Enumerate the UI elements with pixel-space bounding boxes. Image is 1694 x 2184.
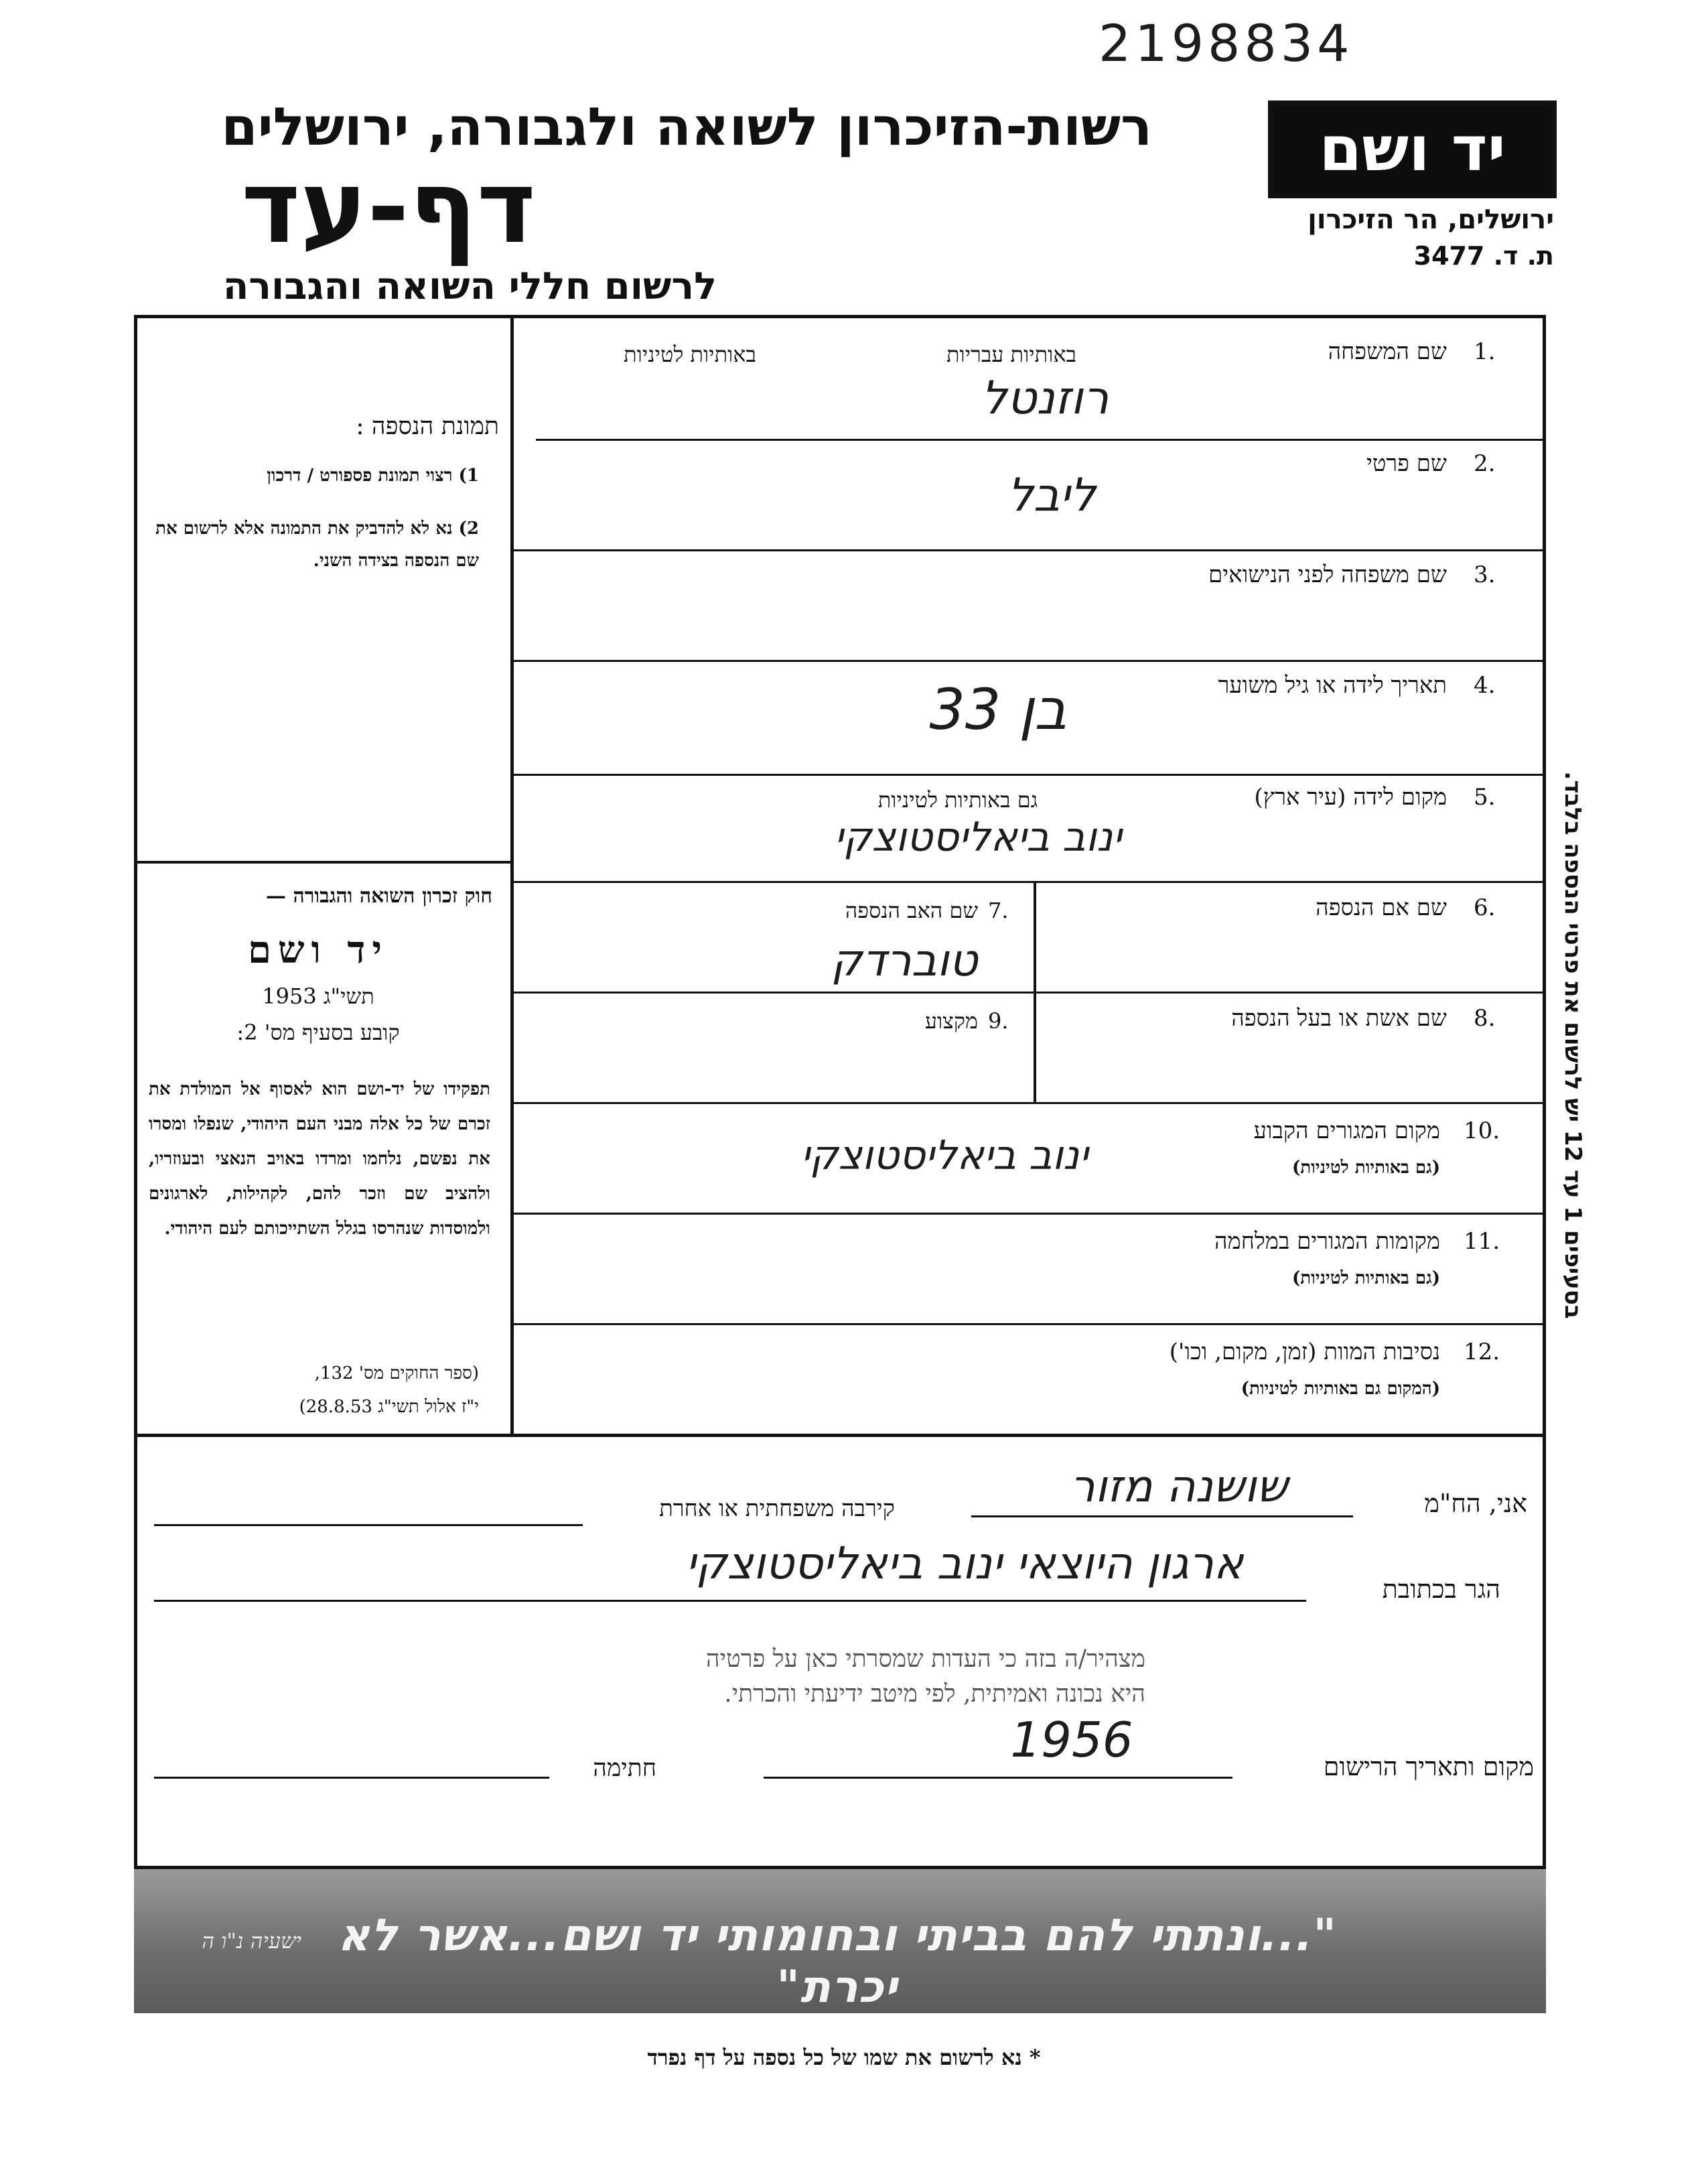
field-2-number: 2. bbox=[1474, 450, 1496, 477]
relation-label: קירבה משפחתית או אחרת bbox=[659, 1495, 895, 1522]
field-2-value[interactable]: ליבל bbox=[1007, 469, 1096, 522]
declarant-line bbox=[971, 1515, 1353, 1517]
quote-banner bbox=[134, 1869, 1546, 2013]
field-6-label: שם אם הנספה bbox=[1316, 894, 1447, 921]
field-3-number: 3. bbox=[1474, 561, 1496, 588]
banner-source: ישעיה נ"ו ה bbox=[202, 1928, 301, 1954]
field-6-number: 6. bbox=[1474, 894, 1496, 921]
field-8-number: 8. bbox=[1474, 1005, 1496, 1032]
document-number: 2198834 bbox=[1099, 13, 1354, 73]
law-source-1: (ספר החוקים מס' 132, bbox=[314, 1363, 479, 1383]
field-11-note: (גם באותיות לטיניות) bbox=[1291, 1268, 1440, 1288]
banner-quote: "...ונתתי להם בביתי ובחומותי יד ושם...אשר לא יכרת" bbox=[338, 1909, 1337, 2012]
relation-line bbox=[154, 1524, 583, 1526]
side-instruction-note: בסעיפים 1 עד 12 יש לרשום את פרטי הנספה בלבד. bbox=[1559, 771, 1586, 1319]
fields-bottom-line bbox=[134, 1434, 1546, 1437]
address-line-rule bbox=[154, 1600, 1306, 1602]
signature-label: חתימה bbox=[593, 1755, 656, 1782]
organization-line: רשות-הזיכרון לשואה ולגבורה, ירושלים bbox=[221, 97, 1152, 157]
field-12-number: 12. bbox=[1464, 1339, 1500, 1365]
field-4-number: 4. bbox=[1474, 672, 1496, 699]
field-11-number: 11. bbox=[1464, 1228, 1500, 1255]
field-7-label: שם האב הנספה bbox=[845, 898, 978, 923]
row-sep-1 bbox=[536, 439, 1546, 441]
row-sep-2 bbox=[512, 549, 1546, 551]
field-11-label: מקומות המגורים במלחמה bbox=[1214, 1228, 1440, 1255]
field-1-latin-column: באותיות לטיניות bbox=[624, 342, 756, 367]
photo-note-1: 1) רצוי תמונת פספורט / דרכון bbox=[267, 466, 479, 486]
row-sep-3 bbox=[512, 660, 1546, 662]
field-2-label: שם פרטי bbox=[1366, 450, 1447, 477]
address-label: הגר בכתובת bbox=[1382, 1574, 1500, 1604]
statement-line-1: מצהיר/ה בזה כי העדות שמסרתי כאן על פרטיה bbox=[705, 1645, 1145, 1673]
place-date-label: מקום ותאריך הרישום bbox=[1323, 1752, 1534, 1781]
form-title: דף-עד bbox=[241, 149, 536, 266]
address-value[interactable]: ארגון היוצאי ינוב ביאליסטוצקי bbox=[685, 1538, 1244, 1589]
fields-6-9-divider bbox=[1034, 883, 1036, 1102]
form-subtitle: לרשום חללי השואה והגבורה bbox=[222, 265, 717, 308]
law-title: חוק זכרון השואה והגבורה — bbox=[266, 884, 492, 908]
field-4-value[interactable]: בן 33 bbox=[929, 677, 1067, 742]
field-12-label: נסיבות המוות (זמן, מקום, וכו') bbox=[1169, 1339, 1440, 1365]
field-10-note: (גם באותיות לטיניות) bbox=[1291, 1158, 1440, 1178]
declarant-label: אני, הח"מ bbox=[1424, 1489, 1527, 1518]
field-4-label: תאריך לידה או גיל משוער bbox=[1218, 672, 1447, 699]
law-source-2: י"ז אלול תשי"ג 28.8.53) bbox=[299, 1397, 479, 1417]
declarant-name[interactable]: שושנה מזור bbox=[1070, 1460, 1288, 1512]
field-7-number: 7. bbox=[988, 898, 1009, 923]
po-box: ת. ד. 3477 bbox=[1413, 241, 1554, 271]
row-sep-9 bbox=[512, 1323, 1546, 1325]
field-5-label: מקום לידה (עיר ארץ) bbox=[1254, 784, 1447, 811]
row-sep-4 bbox=[512, 774, 1546, 776]
law-clause: קובע בסעיף מס' 2: bbox=[236, 1020, 400, 1045]
law-year: תשי"ג 1953 bbox=[262, 983, 374, 1009]
left-column-divider bbox=[510, 315, 514, 1437]
field-10-label: מקום המגורים הקבוע bbox=[1253, 1117, 1440, 1144]
law-text: תפקידו של יד-ושם הוא לאסוף אל המולדת את זכרם של כל אלה מבני העם היהודי, שנפלו ומסרו את נפשם, נלחמו ומרדו באויב הנאצי ובעוזריו, ולהציב שם וזכר להם, לקהילות, לארגונים ולמוסדות שנהרסו בגלל השתייכותם לעם היהודי. bbox=[149, 1079, 490, 1239]
signature-line bbox=[154, 1777, 549, 1779]
field-1-hebrew-column: באותיות עבריות bbox=[946, 342, 1076, 367]
field-5-note: גם באותיות לטיניות bbox=[877, 787, 1038, 813]
row-sep-8 bbox=[512, 1213, 1546, 1215]
logo-text: יד ושם bbox=[1319, 113, 1506, 185]
field-8-label: שם אשת או בעל הנספה bbox=[1231, 1005, 1447, 1032]
address-line: ירושלים, הר הזיכרון bbox=[1308, 204, 1554, 235]
statement-line-2: היא נכונה ואמיתית, לפי מיטב ידיעתי והכרתי. bbox=[724, 1680, 1145, 1708]
law-name: יד ושם bbox=[247, 928, 389, 972]
field-3-label: שם משפחה לפני הנישואים bbox=[1208, 561, 1447, 588]
field-5-number: 5. bbox=[1474, 784, 1496, 811]
row-sep-7 bbox=[512, 1102, 1546, 1104]
row-sep-5 bbox=[512, 881, 1546, 883]
place-date-value[interactable]: 1956 bbox=[1010, 1712, 1133, 1768]
photo-note-2: 2) נא לא להדביק את התמונה אלא לרשום את שם הנספה בצידה השני. bbox=[155, 519, 479, 571]
field-9-number: 9. bbox=[988, 1008, 1009, 1034]
field-1-value[interactable]: רוזנטל bbox=[981, 372, 1109, 425]
field-1-number: 1. bbox=[1474, 338, 1496, 365]
field-5-value[interactable]: ינוב ביאליסטוצקי bbox=[834, 814, 1122, 861]
place-date-line bbox=[764, 1777, 1232, 1779]
field-9-label: מקצוע bbox=[924, 1008, 978, 1034]
field-10-value[interactable]: ינוב ביאליסטוצקי bbox=[800, 1132, 1088, 1179]
row-sep-6 bbox=[512, 992, 1546, 994]
field-10-number: 10. bbox=[1464, 1117, 1500, 1144]
footer-note: * נא לרשום את שמו של כל נספה על דף נפרד bbox=[647, 2045, 1041, 2070]
yad-vashem-logo bbox=[1268, 100, 1557, 198]
field-7-value[interactable]: טוברדק bbox=[831, 935, 978, 986]
field-12-note: (המקום גם באותיות לטיניות) bbox=[1241, 1379, 1440, 1399]
field-1-label: שם המשפחה bbox=[1328, 338, 1447, 365]
photo-law-separator bbox=[134, 861, 512, 864]
photo-heading: תמונת הנספה : bbox=[356, 413, 499, 440]
